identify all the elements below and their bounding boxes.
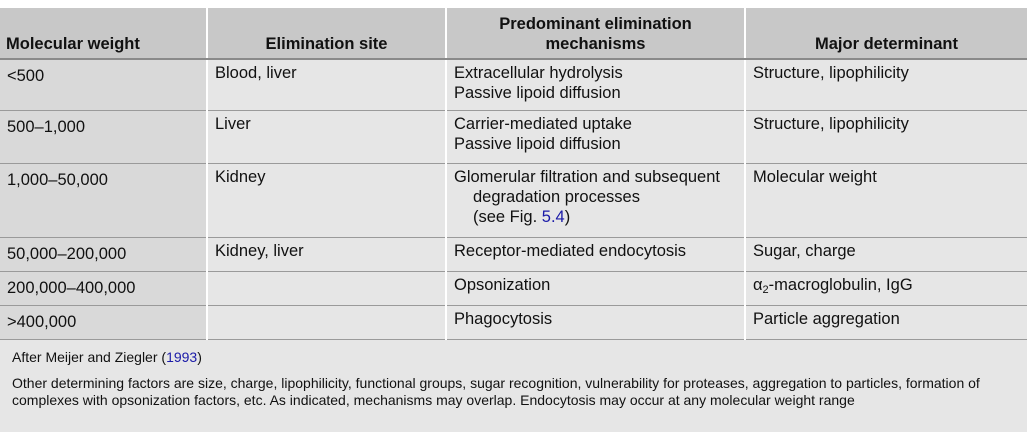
cell-mechanisms: Carrier-mediated uptake Passive lipoid diffusion <box>446 110 745 163</box>
cell-molecular-weight: 50,000–200,000 <box>0 237 207 271</box>
cell-mechanisms: Glomerular filtration and subsequent degradation processes (see Fig. 5.4) <box>446 163 745 237</box>
footnote-note: Other determining factors are size, charge, lipophilicity, functional groups, sugar recognition, vulnerability for proteases, aggregation to particles, formation of complexes with opsonization factors, etc. As indicated, mechanisms may overlap. Endocytosis may occur at any molecular weight range <box>12 375 980 408</box>
header-row <box>0 8 1027 59</box>
table-row <box>0 237 1027 271</box>
table-footnote <box>0 343 1027 409</box>
cell-molecular-weight: 200,000–400,000 <box>0 271 207 305</box>
elimination-table <box>0 8 1027 340</box>
cell-elimination-site: Liver <box>207 110 446 163</box>
cell-molecular-weight: 500–1,000 <box>0 110 207 163</box>
source-citation: After Meijer and Ziegler (1993) <box>12 349 202 365</box>
header-elimination-mechanisms: Predominant elimination mechanisms <box>446 8 745 59</box>
table-frame <box>0 8 1027 432</box>
cell-elimination-site <box>207 305 446 339</box>
cell-mechanisms: Phagocytosis <box>446 305 745 339</box>
cell-determinant: Structure, lipophilicity <box>745 110 1027 163</box>
cell-elimination-site: Kidney, liver <box>207 237 446 271</box>
cell-molecular-weight: <500 <box>0 59 207 110</box>
cell-molecular-weight: >400,000 <box>0 305 207 339</box>
cell-determinant: $\alpha_2$-macroglobulin, IgG <box>745 271 1027 305</box>
cell-elimination-site: Blood, liver <box>207 59 446 110</box>
cell-mechanisms: Opsonization <box>446 271 745 305</box>
header-major-determinant: Major determinant <box>745 8 1027 59</box>
cell-determinant: Particle aggregation <box>745 305 1027 339</box>
table-row <box>0 59 1027 110</box>
table-row <box>0 271 1027 305</box>
cell-mechanisms: Receptor-mediated endocytosis <box>446 237 745 271</box>
cell-determinant: Structure, lipophilicity <box>745 59 1027 110</box>
header-elimination-site: Elimination site <box>207 8 446 59</box>
citation-link[interactable]: 1993 <box>166 349 198 365</box>
cell-determinant: Sugar, charge <box>745 237 1027 271</box>
table-row <box>0 305 1027 339</box>
table-row <box>0 110 1027 163</box>
cell-molecular-weight: 1,000–50,000 <box>0 163 207 237</box>
figure-link[interactable]: 5.4 <box>541 207 565 226</box>
cell-elimination-site <box>207 271 446 305</box>
cell-determinant: Molecular weight <box>745 163 1027 237</box>
cell-mechanisms: Extracellular hydrolysis Passive lipoid diffusion <box>446 59 745 110</box>
table-row <box>0 163 1027 237</box>
header-molecular-weight: Molecular weight <box>0 8 207 59</box>
cell-elimination-site: Kidney <box>207 163 446 237</box>
